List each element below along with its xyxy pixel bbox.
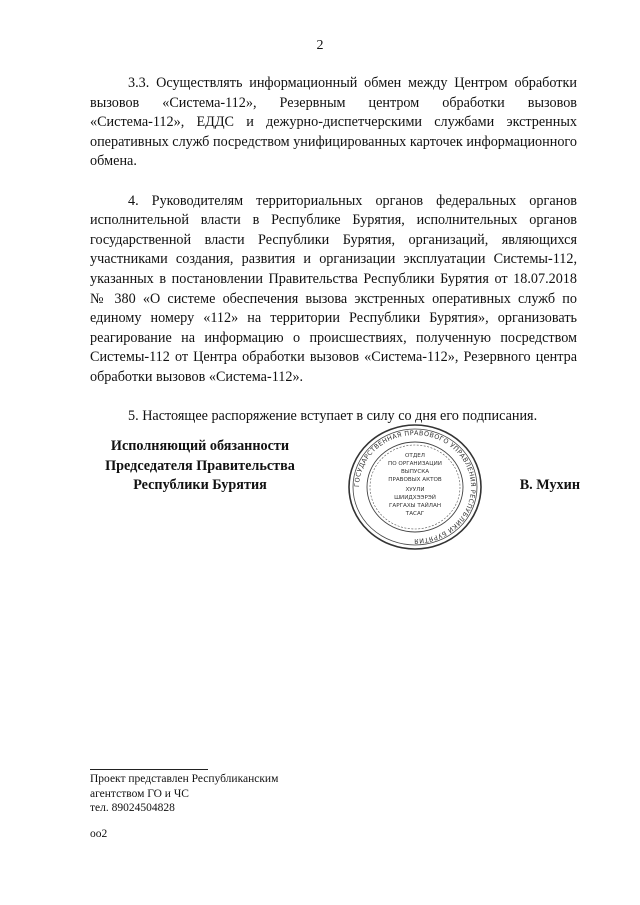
footnote-line: агентством ГО и ЧС — [90, 787, 189, 800]
seal-inner-line: ТАСАГ — [405, 511, 425, 517]
official-seal-icon — [345, 421, 485, 553]
footnote-line: тел. 89024504828 — [90, 802, 175, 814]
signatory-title — [90, 437, 310, 496]
paragraph-4: 4. Руководителям территориальных органов федеральных органов исполнительной власти в Республике Бурятия, исполнительных органов государственной власти Республики Бурятия, организаций, являющихся участниками создания, развития и организации эксплуатации Системы-112, указанных в постановлении Правительства Республики Бурятия от 18.07.2018 № 380 «О системе обеспечения вызова экстренных оперативных служб по единому номеру «112» на территории Республики Бурятия», организовать реагирование на информацию о происшествиях, полученную посредством Системы-112 от Центра обработки вызовов «Система-112», Резервного центра обработки вызовов «Система-112». — [90, 192, 577, 385]
signatory-title-line: Исполняющий обязанности — [110, 438, 290, 454]
seal-inner-line: ПРАВОВЫХ АКТОВ — [388, 477, 442, 483]
seal-ring-text: ГОСУДАРСТВЕННАЯ ПРАВОВОГО УПРАВЛЕНИЯ РЕСПУБЛИКИ БУРЯТИЯ — [352, 428, 478, 546]
page-number: 2 — [316, 38, 324, 53]
seal-inner-line: ШИИДХЭЭРЭЙ — [394, 495, 436, 501]
seal-inner-line: ПО ОРГАНИЗАЦИИ — [388, 461, 442, 467]
seal-inner-line: ХУУЛИ — [405, 487, 425, 493]
signatory-title-line: Республики Бурятия — [133, 477, 267, 494]
seal-inner-line: ВЫПУСКА — [400, 469, 430, 475]
signature-block — [90, 428, 580, 557]
footnote-divider — [90, 769, 208, 770]
seal-inner-line: ОТДЕЛ — [405, 453, 425, 459]
signatory-name: В. Мухин — [519, 477, 580, 493]
document-code: оо2 — [90, 828, 108, 840]
signatory-title-line: Председателя Правительства — [105, 457, 295, 474]
paragraph-3-3: 3.3. Осуществлять информационный обмен между Центром обработки вызовов «Система-112», Резервным центром обработки вызовов «Система-112», ЕДДС и дежурно-диспетчерскими службами экстренных оперативных служб посредством унифицированных карточек информационного обмена. — [90, 75, 577, 170]
paragraph-5: 5. Настоящее распоряжение вступает в силу со дня его подписания. — [128, 408, 538, 425]
seal-inner-line: ГАРГАХЫ ТАЙЛАН — [388, 503, 442, 509]
document-body — [90, 74, 577, 446]
footnote — [90, 772, 278, 816]
footnote-line: Проект представлен Республиканским — [90, 773, 279, 785]
